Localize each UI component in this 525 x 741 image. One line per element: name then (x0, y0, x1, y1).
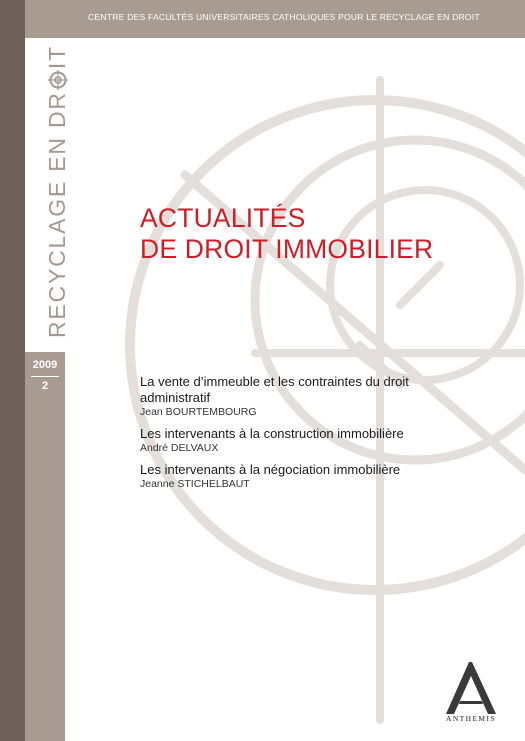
cover-title-line-1: ACTUALITÉS (140, 203, 306, 233)
issue-number: 2 (41, 380, 49, 392)
volume-year: 2009 (32, 359, 58, 371)
issue-divider (31, 376, 59, 377)
watermark-tick-1 (400, 265, 440, 305)
contents-item-author: André DELVAUX (140, 442, 219, 454)
anthemis-a-logo (441, 660, 501, 715)
contents-item (140, 374, 510, 419)
cover-title (140, 203, 433, 265)
institution-name: CENTRE DES FACULTÉS UNIVERSITAIRES CATHOLIQUES POUR LE RECYCLAGE EN DROIT (88, 12, 480, 22)
series-title (44, 45, 71, 338)
contents-item-title: Les intervenants à la construction immobilière (140, 426, 404, 441)
contents-item-title: Les intervenants à la négociation immobilière (140, 462, 401, 477)
contents-item-author: Jeanne STICHELBAUT (140, 478, 250, 490)
contents-item-author: Jean BOURTEMBOURG (140, 406, 257, 418)
contents-item (140, 426, 510, 455)
publisher-name: ANTHEMIS (446, 714, 496, 723)
contents-item-title-line-2: administratif (140, 390, 211, 405)
series-title-text-start: RECYCLAGE EN DR (44, 91, 70, 338)
cover-title-line-2: DE DROIT IMMOBILIER (140, 234, 434, 264)
contents-item (140, 462, 510, 491)
contents-item-title-line-1: La vente d’immeuble et les contraintes du droit (140, 374, 409, 389)
crosshair-circle-icon (48, 70, 68, 90)
series-title-text-end: IT (44, 45, 70, 70)
table-of-contents (140, 374, 510, 498)
